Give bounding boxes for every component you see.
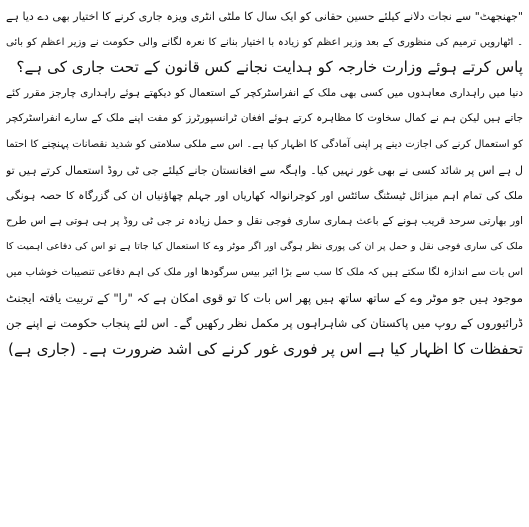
text-line-3: پاس کرتے ہوئے وزارت خارجہ کو ہدایت نجانے کس قانون کے تحت جاری کی ہے؟ [16,58,523,77]
text-line-9: اور بھارتی سرحد قریب ہونے کے باعث ہماری ساری فوجی نقل و حمل زیادہ تر جی ٹی روڈ پر ہی ہوتی ہے اس طرح [6,214,523,227]
text-line-1: "جھنجھٹ" سے نجات دلانے کیلئے حسین حقانی کو ایک سال کا ملٹی انٹری ویزہ جاری کرنے کا اختیار بھی دے دیا ہے [6,10,523,23]
text-line-14: تحفظات کا اظہار کیا ہے اس پر فوری غور کرنے کی اشد ضرورت ہے۔ (جاری ہے) [8,339,523,358]
text-line-7: ل ہے اس پر شائد کسی نے بھی غور نہیں کیا۔ واہگہ سے افغانستان جانے کیلئے جی ٹی روڈ استعمال کرتے ہیں تو [6,163,523,177]
text-line-10: ملک کی ساری فوجی نقل و حمل پر ان کی پوری نظر ہوگی اور اگر موٹر وے کا استعمال کیا جاتا ہے تو اس کی دفاعی اہمیت کا [6,241,523,253]
text-line-4: دنیا میں راہداری معاہدوں میں کسی بھی ملک کے انفراسٹرکچر کے استعمال کو دیکھتے ہوئے راہداری چارجز مقرر کئے [6,86,523,99]
text-line-12: موجود ہیں جو موٹر وے کے ساتھ ساتھ ہیں پھر اس بات کا تو قوی امکان ہے کہ "را" کے تربیت یافتہ ایجنٹ [6,290,523,305]
text-line-6: کو استعمال کرنے کی اجازت دینے پر اپنی آمادگی کا اظہار کیا ہے۔ اس سے ملکی سلامتی کو شدید نقصانات پہنچنے کا احتما [6,138,523,150]
text-line-11: اس بات سے اندازہ لگا سکتے ہیں کہ ملک کا سب سے بڑا ائیر بیس سرگودھا اور ملک کی اہم دفاعی تنصیبات خوشاب میں [6,266,523,278]
text-line-13: ڈرائیوروں کے روپ میں پاکستان کی شاہراہوں پر مکمل نظر رکھیں گے۔ اس لئے پنجاب حکومت نے اپنے جن [6,316,523,331]
text-line-8: ملک کی تمام اہم میزائل ٹیسٹنگ سائٹس اور کوجرانوالہ کھاریاں اور جہلم چھاؤنیاں ان کی گزرگاہ کا حصہ ہونگی [6,189,523,203]
text-line-5: جاتے ہیں لیکن ہم نے کمال سخاوت کا مظاہرہ کرتے ہوئے افغان ٹرانسپورٹرز کو مفت اپنے ملک کے سارے انفراسٹرکچر [6,112,523,125]
text-line-2: ۔ اٹھارویں ترمیم کی منظوری کے بعد وزیر اعظم کو زیادہ با اختیار بنانے کا نعرہ لگانے والی حکومت نے وزیر اعظم کو بائی [6,36,523,48]
